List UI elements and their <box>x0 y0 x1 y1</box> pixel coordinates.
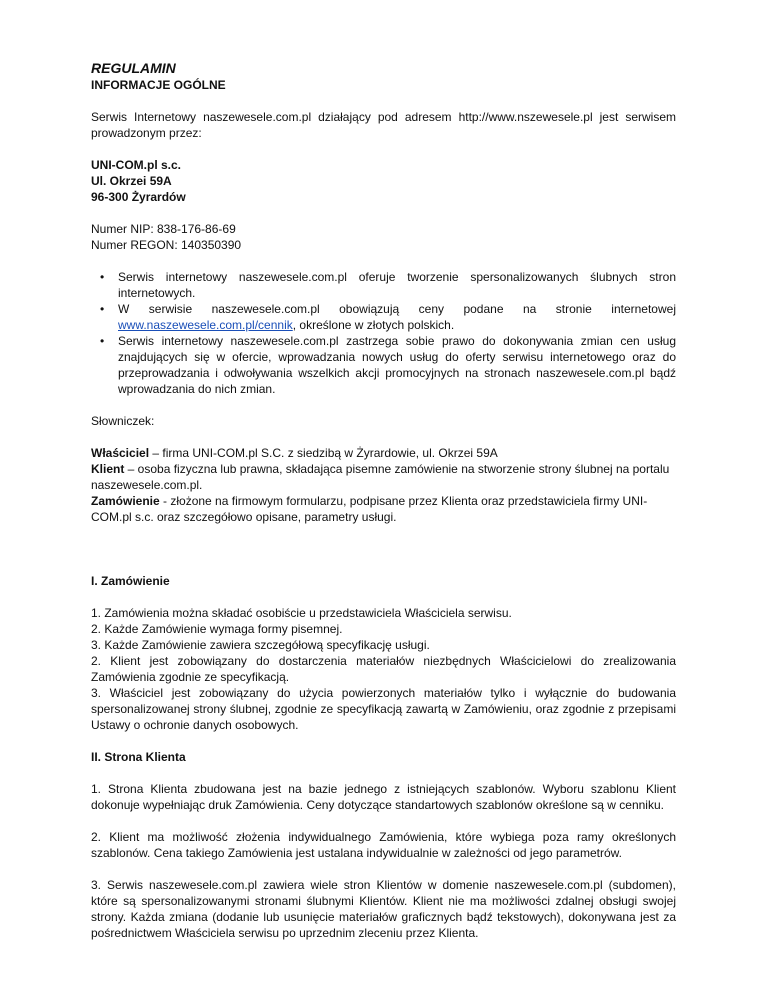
glossary-term: Zamówienie <box>91 494 160 508</box>
glossary-entry-client <box>91 461 676 493</box>
bullet-item <box>91 269 676 301</box>
company-ids <box>91 221 676 253</box>
glossary-definition: – firma UNI-COM.pl S.C. z siedzibą w Żyrardowie, ul. Okrzei 59A <box>149 446 498 460</box>
section-2-heading: II. Strona Klienta <box>91 750 186 764</box>
regon-number: Numer REGON: 140350390 <box>91 238 242 252</box>
nip-number: Numer NIP: 838-176-86-69 <box>91 222 236 236</box>
bullet-text: W serwisie naszewesele.com.pl obowiązują ceny podane na stronie internetowej <box>118 302 676 316</box>
company-city: 96-300 Żyrardów <box>91 190 186 204</box>
glossary-term: Klient <box>91 462 125 476</box>
pricing-link[interactable]: www.naszewesele.com.pl/cennik <box>118 318 293 332</box>
general-info-heading: INFORMACJE OGÓLNE <box>91 78 226 92</box>
bullet-text: Serwis internetowy naszewesele.com.pl zastrzega sobie prawo do dokonywania zmian cen usług znajdujących się w ofercie, wprowadzania nowych usług do oferty serwisu internetowego oraz do przeprowadzania i odwoływania wszelkich akcji promocyjnych na stronach naszewesele.com.pl bądź wprowadzania do nich zmian. <box>118 334 676 396</box>
section-1-item: 3. Właściciel jest zobowiązany do użycia powierzonych materiałów tylko i wyłącznie do budowania spersonalizowanej strony ślubnej, zgodnie ze specyfikacją zawartą w Zamówieniu, oraz zgodnie z przepisami Ustawy o ochronie danych osobowych. <box>91 686 676 732</box>
company-name: UNI-COM.pl s.c. <box>91 158 182 172</box>
glossary-entry-owner <box>91 445 676 461</box>
document-title: REGULAMIN <box>91 60 176 76</box>
bullet-text: Serwis internetowy naszewesele.com.pl oferuje tworzenie spersonalizowanych ślubnych stron internetowych. <box>118 270 676 300</box>
company-street: Ul. Okrzei 59A <box>91 174 172 188</box>
section-1-list <box>91 605 676 733</box>
bullet-item <box>91 333 676 397</box>
info-bullet-list <box>91 269 676 397</box>
section-1-item: 2. Klient jest zobowiązany do dostarczenia materiałów niezbędnych Właścicielowi do zrealizowania Zamówienia zgodnie ze specyfikacją. <box>91 654 676 684</box>
section-1-item: 3. Każde Zamówienie zawiera szczegółową specyfikację usługi. <box>91 638 430 652</box>
intro-paragraph: Serwis Internetowy naszewesele.com.pl działający pod adresem http://www.nszewesele.pl jest serwisem prowadzonym przez: <box>91 110 676 140</box>
section-1-heading: I. Zamówienie <box>91 574 170 588</box>
glossary-entry-order <box>91 493 676 525</box>
document-page <box>91 59 676 941</box>
section-2-paragraph: 2. Klient ma możliwość złożenia indywidualnego Zamówienia, które wybiega poza ramy określonych szablonów. Cena takiego Zamówienia jest ustalana indywidualnie w zależności od jego parametrów. <box>91 830 676 860</box>
section-1-item: 2. Każde Zamówienie wymaga formy pisemnej. <box>91 622 343 636</box>
glossary-heading: Słowniczek: <box>91 414 155 428</box>
glossary-definition: – osoba fizyczna lub prawna, składająca pisemne zamówienie na stworzenie strony ślubnej na portalu naszewesele.com.pl. <box>91 462 670 492</box>
section-1-item: 1. Zamówienia można składać osobiście u przedstawiciela Właściciela serwisu. <box>91 606 512 620</box>
company-address <box>91 157 676 205</box>
section-2-paragraph: 3. Serwis naszewesele.com.pl zawiera wiele stron Klientów w domenie naszewesele.com.pl (subdomen), które są spersonalizowanymi stronami ślubnymi Klientów. Klient nie ma możliwości zdalnej obsługi swojej strony. Każda zmiana (dodanie lub usunięcie materiałów graficznych bądź tekstowych), dokonywana jest za pośrednictwem Właściciela serwisu po uprzednim zleceniu przez Klienta. <box>91 878 676 940</box>
glossary-term: Właściciel <box>91 446 150 460</box>
bullet-item <box>91 301 676 333</box>
glossary-list <box>91 445 676 525</box>
section-2-paragraph: 1. Strona Klienta zbudowana jest na bazie jednego z istniejących szablonów. Wyboru szablonu Klient dokonuje wypełniając druk Zamówienia. Ceny dotyczące standartowych szablonów określone są w cenniku. <box>91 782 676 812</box>
bullet-text: , określone w złotych polskich. <box>292 318 455 332</box>
glossary-definition: - złożone na firmowym formularzu, podpisane przez Klienta oraz przedstawiciela firmy UNI-COM.pl s.c. oraz szczegółowo opisane, parametry usługi. <box>91 494 648 524</box>
